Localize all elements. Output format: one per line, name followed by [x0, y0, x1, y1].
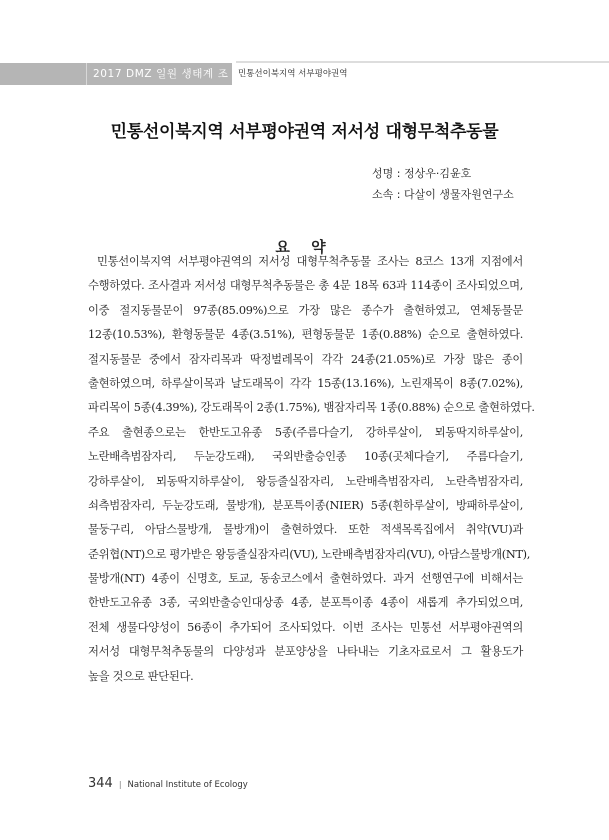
abstract-line: 준위협(NT)으로 평가받은 왕등줄실잠자리(VU), 노란배측범잠자리(VU), 아담스물방개(NT),: [88, 547, 531, 561]
abstract-line: 주요 출현종으로는 한반도고유종 5종(주름다슬기, 강하루살이, 뫼동딱지하루살이,: [88, 425, 523, 439]
header-series-label: 2017 DMZ 일원 생태계 조사: [86, 63, 230, 85]
abstract-line: 민통선이북지역 서부평야권역의 저서성 대형무척추동물 조사는 8코스 13개 지점에서: [97, 255, 523, 268]
abstract-line: 저서성 대형무척추동물의 다양성과 분포양상을 나타내는 기초자료로서 그 활용도가: [88, 645, 523, 659]
abstract-line: 쇠측범잠자리, 두눈강도래, 물방개), 분포특이종(NIER) 5종(흰하루살이, 방패하루살이,: [88, 498, 523, 512]
author-name: 성명 : 정상우·김윤호: [372, 167, 472, 180]
abstract-line: 한반도고유종 3종, 국외반출승인대상종 4종, 분포특이종 4종이 새롭게 추가되었으며,: [88, 596, 523, 610]
page-footer: [88, 772, 248, 791]
author-affiliation: 소속 : 다살이 생물자원연구소: [372, 188, 514, 201]
abstract-line: 수행하였다. 조사결과 저서성 대형무척추동물은 총 4문 18목 63과 114종이 조사되었으며,: [88, 279, 523, 293]
footer-separator: |: [118, 780, 122, 789]
abstract-line: 강하루살이, 뫼동딱지하루살이, 왕등줄실잠자리, 노란배측범잠자리, 노란측범잠자리,: [88, 474, 523, 488]
page-title: 민통선이북지역 서부평야권역 저서성 대형무척추동물: [110, 122, 499, 142]
abstract-body: [88, 250, 535, 689]
page-number: 344: [88, 776, 113, 791]
abstract-heading: 요 약: [275, 238, 334, 256]
abstract-line: 노란배측범잠자리, 두눈강도래), 국외반출승인종 10종(곳체다슬기, 주름다슬기,: [88, 450, 523, 464]
header-section-label: 민통선이북지역 서부평야권역: [238, 69, 348, 79]
abstract-line: 출현하였으며, 하루살이목과 날도래목이 각각 15종(13.16%), 노린재목이 8종(7.02%),: [88, 376, 523, 390]
abstract-line: 전체 생물다양성이 56종이 추가되어 조사되었다. 이번 조사는 민통선 서부평야권역의: [88, 620, 523, 634]
abstract-line: 12종(10.53%), 환형동물문 4종(3.51%), 편형동물문 1종(0.88%) 순으로 출현하였다.: [88, 328, 523, 342]
abstract-line: 파리목이 5종(4.39%), 강도래목이 2종(1.75%), 뱀잠자리목 1종(0.88%) 순으로 출현하였다.: [88, 401, 535, 415]
footer-institution: National Institute of Ecology: [127, 780, 248, 790]
abstract-line: 절지동물문 중에서 잠자리목과 딱정벌레목이 각각 24종(21.05%)로 가장 많은 종이: [88, 352, 523, 366]
abstract-line: 이중 절지동물문이 97종(85.09%)으로 가장 많은 종수가 출현하였고, 연체동물문: [88, 303, 523, 317]
abstract-line: 물둥구리, 아담스물방개, 물방개)이 출현하였다. 또한 적색목록집에서 취약(VU)과: [88, 523, 523, 537]
abstract-line: 높을 것으로 판단된다.: [88, 669, 194, 683]
abstract-line: 물방개(NT) 4종이 신명호, 토교, 동송코스에서 출현하였다. 과거 선행연구에 비해서는: [88, 572, 523, 586]
header-divider: [236, 61, 609, 63]
